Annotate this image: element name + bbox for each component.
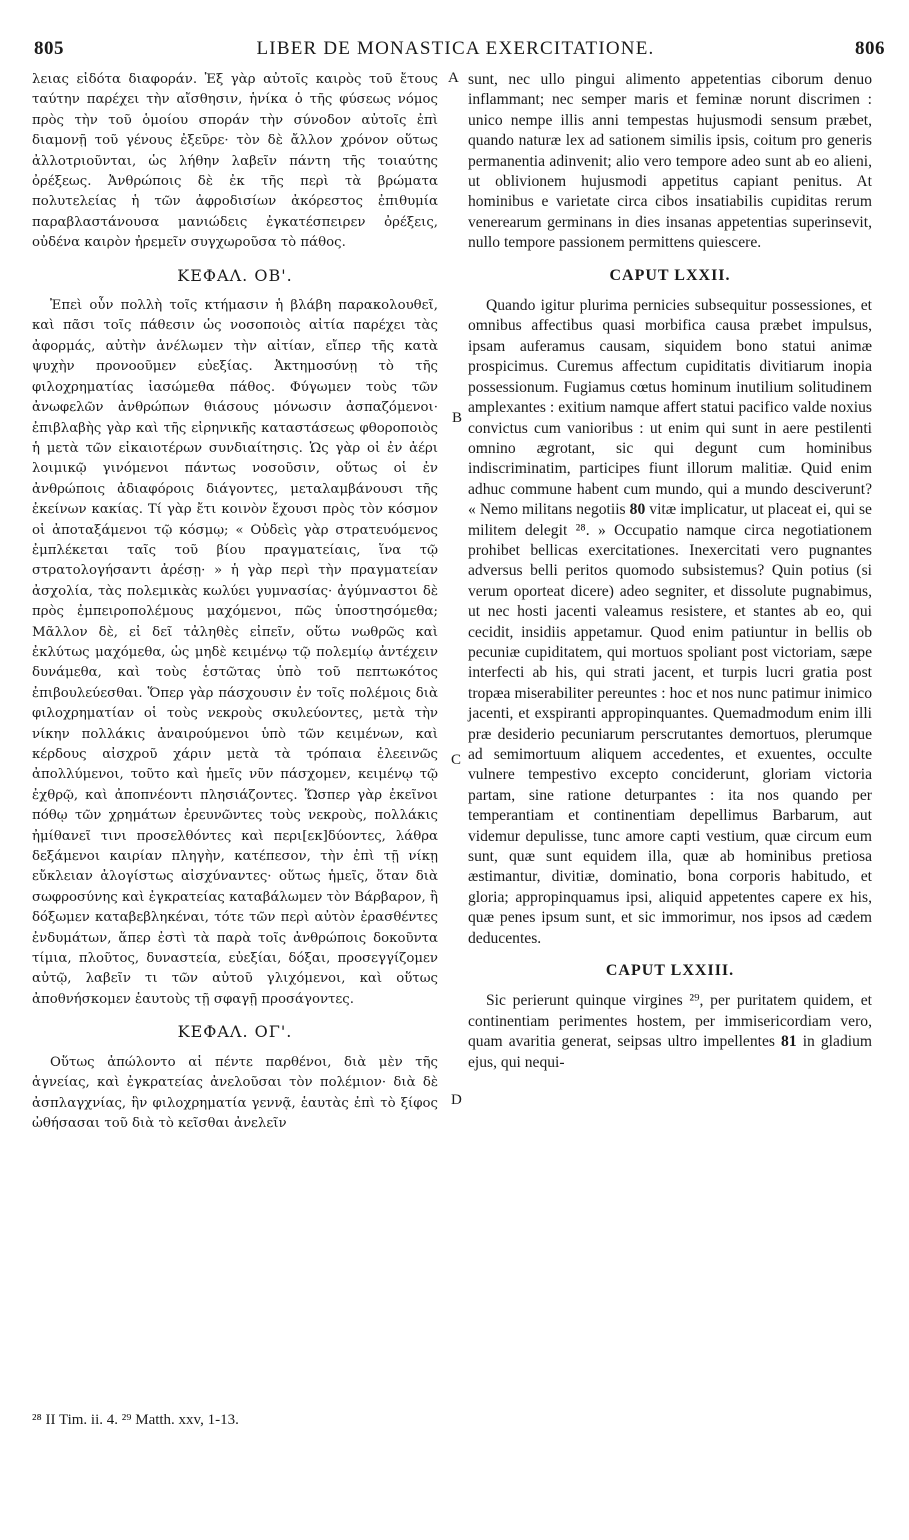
margin-marker-d: D: [451, 1092, 462, 1108]
page-header: [26, 38, 885, 66]
latin-ch73-text-a: Sic perierunt quinque virgines ²⁹, per puritatem quidem, et continentiam perimentes hostem, per immisericordiam vero, quam avaritia generat, seipsas ultro impellentes: [468, 992, 872, 1051]
latin-intro-text: sunt, nec ullo pingui alimento appetentias ciborum denuo inflammant; nec semper maris et feminæ norunt discrimen : unico nempe illis anni tempestas hujusmodi sensum præbet, quando naturæ lex ad sationem similis ipsis, coitum pro generis permanentia adinvenit; alio vero tempore adeo sunt ab eo alieni, ut oblivionem hujusmodi appetitus capiant penitus. At hominibus e varietate circa cibos insatiabilis cupiditas rerum venerearum germinans in dies insanas appetentias superinsevit, nullo tempore passionem permittens quiescere.: [468, 71, 872, 252]
latin-column: [468, 70, 872, 1073]
page-number-right: 806: [855, 38, 885, 59]
latin-ch72-text-a: Quando igitur plurima pernicies subsequitur possessiones, et omnibus affectibus quasi morbifica causa præbet impulsus, ipsam auferamus causam, siquidem bono statui animæ prospicimus. Curemus affectum cupiditatis divitiarum inopia possessionum. Fugiamus cœtus hominum inutilium solitudinem amplexantes : exitium namque affert statui pacifico valde noxius convictus cum vanioribus : ut enim qui sunt in aere pestilenti omnino ægrotant, sic qui degunt cum hominibus indiscriminatim, participes fiunt illorum malitiæ. Quid enim adhuc commune habent cum mundo, qui a mundo desciverunt? « Nemo militans negotiis: [468, 297, 872, 519]
column-marker-80: 80: [629, 501, 646, 519]
latin-ch73-text-b: in gladium ejus, qui nequi-: [468, 1033, 872, 1071]
greek-intro-text: λειας εἰδότα διαφοράν. Ἐξ γὰρ αὐτοῖς καιρὸς τοῦ ἔτους ταύτην παρέχει τὴν αἴσθησιν, ἡνίκα ὁ τῆς φύσεως νόμος πρὸς τὴν τοῦ ὁμοίου σποράν τὴν σύνοδον αὐτοῖς ἐπὶ διαμονῇ τοῦ γένους ἐξεῦρε· τὸν δὲ ἄλλον χρόνον οὕτως ἀλλοτριοῦνται, ὡς λήθην λαβεῖν πάντη τῆς τοιαύτης ὀρέξεως. Ἀνθρώποις δὲ ἐκ τῆς περὶ τὰ βρώματα πολυτελείας ἡ τῶν ἀφροδισίων ἀκόρεστος ἐπιθυμία παραβλαστάνουσα μανιώδεις ἐγκατέσπειρεν ὀρέξεις, οὐδένα καιρὸν ἠρεμεῖν συγχωροῦσα τὸ πάθος.: [32, 72, 438, 251]
footnotes: ²⁸ II Tim. ii. 4. ²⁹ Matth. xxv, 1-13.: [32, 1412, 239, 1428]
greek-chapter-72-title: ΚΕΦΑΛ. ΟΒ'.: [177, 265, 293, 285]
margin-marker-b: B: [452, 410, 463, 426]
column-marker-81: 81: [781, 1033, 797, 1051]
greek-chapter-72-text: Ἐπεὶ οὖν πολλὴ τοῖς κτήμασιν ἡ βλάβη παρακολουθεῖ, καὶ πᾶσι τοῖς πάθεσιν ὡς νοσοποιὸς αἰτία παρέχει τὰς ἀφορμάς, αὐτὴν ἀνέλωμεν τὴν αἰτίαν, εἴπερ τῆς κατὰ ψυχὴν προνοοῦμεν εὐεξίας. Ἀκτημοσύνῃ τὸ τῆς φιλοχρηματίας ἰασώμεθα πάθος. Φύγωμεν τοὺς τῶν ἀνωφελῶν ἀνθρώπων θιάσους μόνωσιν ἀσπαζόμενοι· ἐπιβλαβὴς γὰρ καὶ τῆς εἰρηνικῆς καταστάσεως φθοροποιὸς ἡ μετὰ τῶν εἰκαιοτέρων συνδιαίτησις. Ὡς γὰρ οἱ ἐν ἀέρι λοιμικῷ γινόμενοι πάντως νοσοῦσιν, οὕτως οἱ ἐν ἀνθρώποις ἀδιαφόροις διάγοντες, μεταλαμβάνουσι τῆς ἐκείνων κακίας. Τί γὰρ ἔτι κοινὸν ἔχουσι πρὸς τὸν κόσμον οἱ ἀποταξάμενοι τῷ κόσμῳ; « Οὐδεὶς γὰρ στρατευόμενος ἐμπλέκεται ταῖς τοῦ βίου πραγματείαις, ἵνα τῷ στρατολογήσαντι ἀρέσῃ· » ἡ γὰρ περὶ τὴν πραγματείαν ἀσχολία, τὰς πολεμικὰς κωλύει γυμνασίας· ἀγύμναστοι δὲ πρὸς ἐμπειροπολέμους μαχόμενοι, πῶς ὑποστησόμεθα; Μᾶλλον δὲ, εἰ δεῖ τἀληθὲς εἰπεῖν, οὕτω νωθρῶς καὶ ἐκλύτως μαχόμεθα, ὡς μηδὲ κειμένῳ τῷ πολεμίῳ ἀντέχειν δυνάμεθα, καὶ τοὺς ἑστῶτας ὑπὸ τοῦ πεπτωκότος ἐπιβουλεύεσθαι. Ὅπερ γὰρ πάσχουσιν ἐν τοῖς πολέμοις διὰ φιλοχρηματίαν οἱ τοὺς νεκροὺς σκυλεύοντες, μετὰ τὴν νίκην πολλάκις ἀναιρούμενοι ὑπὸ τῶν κειμένων, καὶ κέρδους αἰσχροῦ χάριν μετὰ τὰ τρόπαια ἐλεεινῶς ἀπολλύμενοι, τοῦτο καὶ ἡμεῖς νῦν πάσχομεν, κειμένῳ τῷ ἐχθρῷ, καὶ ἀποπνέοντι πλησιάζοντες. Ὥσπερ γὰρ ἐκεῖνοι πόθῳ τῶν χρημάτων ἐρευνῶντες τοὺς νεκροὺς, πολλάκις ἠμίθανεῖ τινι προσελθόντες καὶ περι[εκ]δύοντες, λάθρα δεξάμενοι καιρίαν πληγὴν, κατέπεσον, τὴν ἐπὶ τῇ νίκῃ εὔκλειαν ἀλογίστως αἰσχύναντες· οὕτως ἡμεῖς, ὅταν διὰ σωφροσύνης καὶ ἐγκρατείας καταβάλωμεν τὸν Βάρβαρον, ἢ δόξωμεν καταβεβληκέναι, τότε τῶν περὶ αὐτὸν ἐρασθέντες ἐνδυμάτων, ἅπερ ἐστὶ τὰ παρὰ τοῖς ἀνθρώποις δοκοῦντα τίμια, πλοῦτος, δυναστεία, εὐεξίαι, δόξαι, προσεγγίζομεν αὐτῷ, λαβεῖν τι τῶν αὐτοῦ γλιχόμενοι, καὶ οὕτως ἀποθνήσκομεν ἑαυτοὺς τῇ σφαγῇ προσάγοντες.: [32, 298, 438, 1007]
greek-chapter-73-title: ΚΕΦΑΛ. ΟΓ'.: [177, 1022, 293, 1042]
greek-column: [32, 70, 438, 1134]
latin-chapter-72-title: CAPUT LXXII.: [609, 266, 731, 284]
margin-marker-c: C: [451, 752, 462, 768]
greek-chapter-73-text: Οὕτως ἀπώλοντο αἱ πέντε παρθένοι, διὰ μὲν τῆς ἁγνείας, καὶ ἐγκρατείας ἀνελοῦσαι τὸν πολέμιον· διὰ δὲ ἀσπλαγχνίας, ἣν φιλοχρηματία γεννᾷ, ἑαυτὰς ἐπὶ τὸ ξίφος ὠθήσασαι τοῦ διὰ τὸ κεῖσθαι ἀνελεῖν: [32, 1054, 438, 1131]
page-number-left: 805: [34, 38, 64, 59]
latin-ch72-text-b: vitæ implicatur, ut placeat ei, qui se militem delegit ²⁸. » Occupatio namque circa negotiationem prohibet bellicas exercitationes. Inexercitati vero pugnantes adversus belli peritos quomodo subsistemus? Quin potius (si verum oporteat dicere) adeo segniter, et dissolute pugnabimus, ut nec hosti jacenti valeamus resistere, et stantes ab eo, qui cecidit, insidiis appetamur. Quod enim patiuntur in bellis ob pecuniæ cupiditatem, qui mortuos spoliant post victoriam, sæpe interfecti ab his, qui strati jacent, et turpis lucri gratia post tropæa miserabiliter pereuntes : hoc et nos nunc patimur inimico jacenti, et exspiranti appropinquantes. Quemadmodum enim illi præ desiderio pecuniarum perscrutantes demortuos, plerumque ad semimortuum aliquem accedentes, et exuentes, occulte vulnere tempestivo excepto conciderunt, gloriam victoria partam, sine ratione deturpantes : ita nos quando per temperantiam et continentiam depellimus Barbarum, aut videmur depulisse, tunc amore capti vestium, quæ circum eum sunt, quæ sunt equidem illa, quæ ab hominibus pretiosa æstimantur, divitiæ, dominatio, bona corporis habitudo, et gloria; appropinquamus ipsi, aliquid appetentes capere ex his, quæ penes ipsum sunt, et sic immorimur, nos ipsos ad cædem deducentes.: [468, 501, 872, 947]
latin-chapter-73-text: [468, 991, 872, 1073]
latin-chapter-73-title: CAPUT LXXIII.: [605, 962, 735, 980]
margin-marker-a: A: [448, 70, 459, 86]
running-title: LIBER DE MONASTICA EXERCITATIONE.: [256, 38, 655, 59]
latin-chapter-72-text: [468, 296, 872, 949]
